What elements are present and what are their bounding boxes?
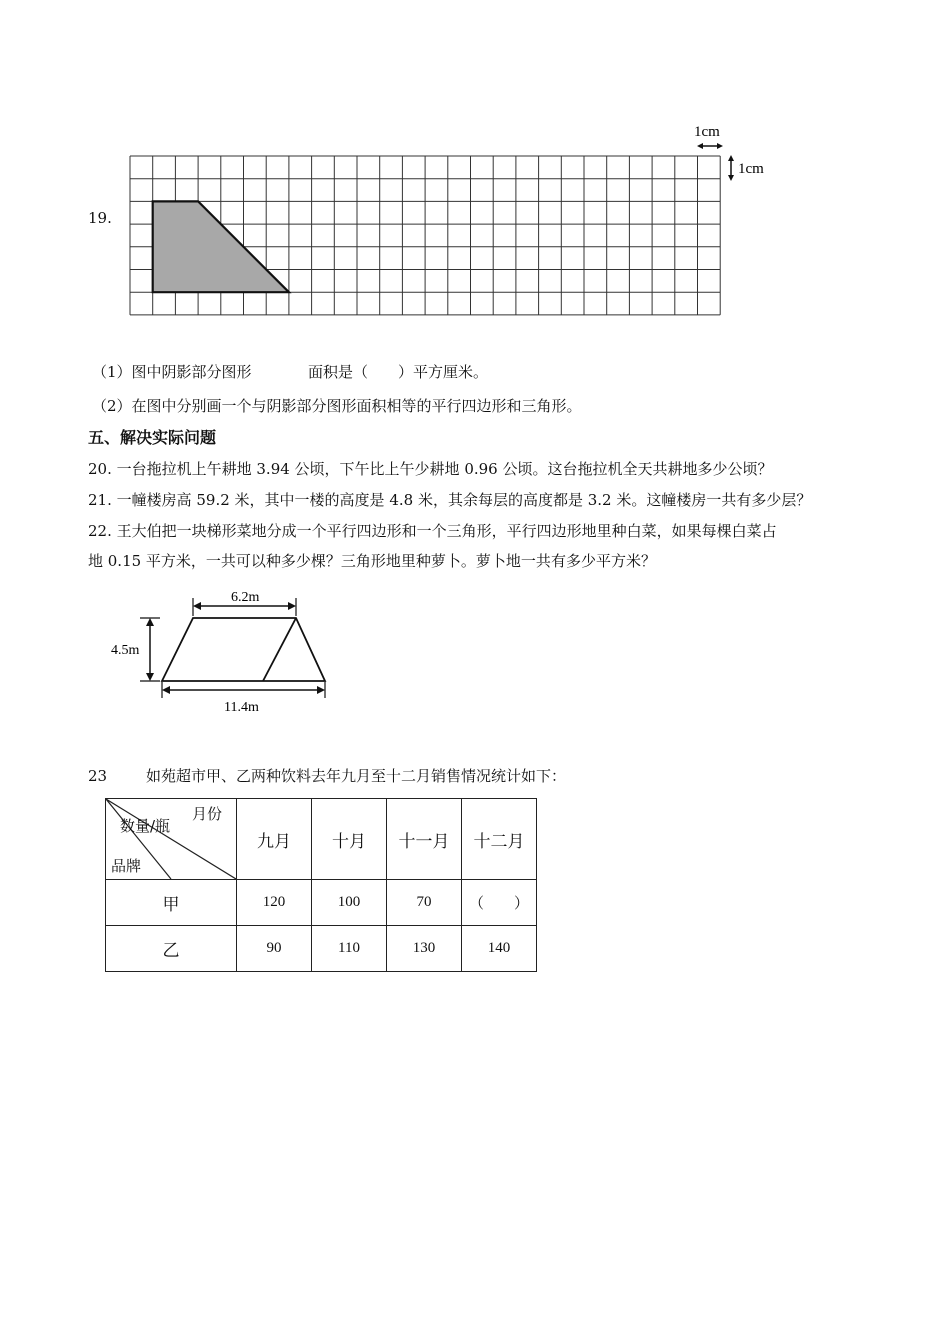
value-cell: 70: [387, 880, 462, 926]
trapezoid-outline: [162, 618, 325, 681]
question-23-text: 如苑超市甲、乙两种饮料去年九月至十二月销售情况统计如下：: [146, 767, 567, 785]
question-22-line2: 地 0.15 平方米，一共可以种多少棵？三角形地里种萝卜。萝卜地一共有多少平方米？: [88, 552, 656, 570]
month-header: 十月: [312, 799, 387, 880]
corner-label-month: 月份: [192, 805, 223, 823]
trapezoid-figure: [100, 580, 360, 720]
corner-label-brand: 品牌: [111, 857, 142, 875]
section-title: 五、解决实际问题: [88, 428, 217, 447]
value-cell: 90: [237, 926, 312, 972]
grid-figure: [0, 0, 950, 330]
question-19-part2: （2）在图中分别画一个与阴影部分图形面积相等的平行四边形和三角形。: [92, 397, 582, 415]
unit-vertical-label: 1cm: [738, 161, 764, 177]
question-20: 20. 一台拖拉机上午耕地 3.94 公顷，下午比上午少耕地 0.96 公顷。这台拖拉机全天共耕地多少公顷？: [88, 460, 773, 478]
sales-table: [105, 798, 537, 972]
divider-line: [263, 618, 296, 681]
question-23-number: 23: [88, 767, 108, 785]
question-19-number: 19.: [88, 209, 112, 227]
question-19-part1-a: （1）图中阴影部分图形: [92, 363, 252, 381]
value-cell: 140: [462, 926, 537, 972]
top-length-label: 6.2m: [231, 590, 260, 605]
question-22-line1: 22. 王大伯把一块梯形菜地分成一个平行四边形和一个三角形，平行四边形地里种白菜，如果每棵白菜占: [88, 522, 777, 540]
value-cell: 130: [387, 926, 462, 972]
table-row: [106, 880, 537, 926]
unit-horizontal-label: 1cm: [694, 124, 720, 140]
question-19-part1-b: 面积是（ ）平方厘米。: [308, 363, 489, 381]
unit-horizontal-arrow: [697, 143, 723, 149]
brand-cell: 甲: [106, 880, 237, 926]
bottom-length-label: 11.4m: [224, 700, 259, 715]
brand-cell: 乙: [106, 926, 237, 972]
value-cell: 120: [237, 880, 312, 926]
table-row: [106, 926, 537, 972]
value-cell: 110: [312, 926, 387, 972]
corner-label-quantity: 数量/瓶: [120, 817, 171, 835]
blank-answer-cell: （ ）: [462, 880, 537, 926]
value-cell: 100: [312, 880, 387, 926]
month-header: 十二月: [462, 799, 537, 880]
unit-vertical-arrow: [728, 155, 734, 181]
month-header: 九月: [237, 799, 312, 880]
table-header-row: [106, 799, 537, 880]
height-label: 4.5m: [111, 643, 140, 658]
table-corner-cell: [106, 799, 237, 880]
month-header: 十一月: [387, 799, 462, 880]
question-21: 21. 一幢楼房高 59.2 米，其中一楼的高度是 4.8 米，其余每层的高度都是 3.2 米。这幢楼房一共有多少层？: [88, 491, 812, 509]
